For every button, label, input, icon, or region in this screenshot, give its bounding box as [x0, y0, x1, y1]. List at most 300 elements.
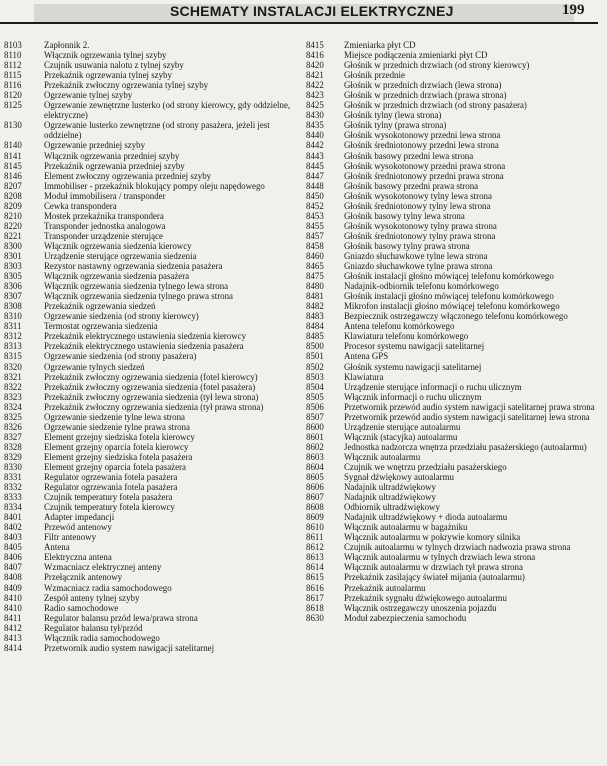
component-code: 8313 [4, 341, 22, 352]
legend-entry [306, 291, 600, 301]
component-description: Przełącznik antenowy [44, 572, 123, 583]
legend-entry [306, 130, 600, 140]
component-code: 8207 [4, 180, 22, 191]
component-description: Włącznik ogrzewania siedzenia tylnego lewa strona [44, 281, 229, 292]
component-code: 8447 [306, 170, 324, 181]
legend-entry [306, 362, 600, 372]
legend-entry [4, 291, 300, 301]
component-description: Włącznik ogrzewania siedzenia kierowcy [44, 240, 192, 251]
component-code: 8507 [306, 411, 324, 422]
component-description: Włącznik ogrzewania siedzenia pasażera [44, 271, 190, 282]
component-description: Przekaźnik zwłoczny ogrzewania tylnej szyby [44, 80, 209, 91]
component-code: 8422 [306, 80, 324, 91]
component-code: 8453 [306, 210, 324, 221]
page-header [0, 0, 607, 22]
component-code: 8323 [4, 391, 22, 402]
legend-entry [306, 482, 600, 492]
component-code: 8608 [306, 502, 324, 513]
component-description: Regulator balansu tył/przód [44, 622, 143, 633]
component-code: 8410 [4, 602, 22, 613]
component-code: 8457 [306, 230, 324, 241]
component-code: 8415 [306, 40, 324, 50]
legend-entry [306, 552, 600, 562]
component-code: 8500 [306, 341, 324, 352]
legend-entry [4, 311, 300, 321]
header-rule [0, 22, 598, 24]
component-description: Włącznik (stacyjka) autoalarmu [344, 431, 458, 442]
component-description: Przekaźnik zwłoczny ogrzewania siedzenia (fotel kierowcy) [44, 371, 258, 382]
legend-entry [306, 241, 600, 251]
component-description: Włącznik ogrzewania siedzenia tylnego prawa strona [44, 291, 234, 302]
legend-entry [4, 532, 300, 542]
component-code: 8406 [4, 552, 22, 563]
component-code: 8450 [306, 190, 324, 201]
component-code: 8445 [306, 160, 324, 171]
legend-entry [306, 251, 600, 261]
legend-entry [4, 492, 300, 502]
component-code: 8301 [4, 250, 22, 261]
legend-entry [4, 341, 300, 351]
legend-entry [306, 392, 600, 402]
legend-entry [306, 90, 600, 100]
component-code: 8605 [306, 472, 324, 483]
component-code: 8209 [4, 200, 22, 211]
legend-entry [306, 261, 600, 271]
component-code: 8416 [306, 50, 324, 61]
component-code: 8481 [306, 291, 324, 302]
component-code: 8616 [306, 582, 324, 593]
component-description: Głośnik instalacji głośno mówiącej telefonu komórkowego [344, 271, 554, 282]
legend-entry [306, 603, 600, 613]
legend-entry [306, 422, 600, 432]
legend-entry [306, 110, 600, 120]
component-code: 8411 [4, 612, 22, 623]
component-code: 8220 [4, 220, 22, 231]
component-description: Ogrzewanie lusterko zewnętrzne (od strony pasażera, jeżeli jest oddzielne) [44, 120, 270, 141]
component-description: Włącznik radia samochodowego [44, 632, 160, 643]
legend-entry [306, 171, 600, 181]
component-description: Zespół anteny tylnej szyby [44, 592, 140, 603]
component-code: 8331 [4, 472, 22, 483]
legend-entry [4, 351, 300, 361]
legend-entry [306, 351, 600, 361]
component-description: Antena telefonu komórkowego [344, 321, 455, 332]
component-description: Cewka transpondera [44, 200, 117, 211]
legend-entry [4, 40, 300, 50]
component-description: Moduł zabezpieczenia samochodu [344, 612, 467, 623]
legend-entry [4, 412, 300, 422]
legend-entry [306, 211, 600, 221]
component-description: Gniazdo słuchawkowe tylne prawa strona [344, 261, 493, 272]
component-code: 8115 [4, 70, 22, 81]
component-code: 8502 [306, 361, 324, 372]
legend-entry [4, 502, 300, 512]
legend-entry [306, 472, 600, 482]
component-description: Ogrzewanie siedzenia (od strony kierowcy) [44, 311, 199, 322]
component-description: Procesor systemu nawigacji satelitarnej [344, 341, 485, 352]
component-code: 8610 [306, 522, 324, 533]
component-description: Głośnik wysokotonowy przedni lewa strona [344, 130, 501, 141]
page-number: 199 [562, 2, 585, 18]
legend-entry [4, 331, 300, 341]
legend-entry [306, 321, 600, 331]
component-description: Termostat ogrzewania siedzenia [44, 321, 158, 332]
component-code: 8330 [4, 461, 22, 472]
component-description: Immobiliser - przekaźnik blokujący pompy oleju napędowego [44, 180, 265, 191]
component-description: Przekaźnik zwłoczny ogrzewania siedzenia (fotel pasażera) [44, 381, 256, 392]
legend-entry [4, 181, 300, 191]
component-code: 8452 [306, 200, 324, 211]
component-code: 8630 [306, 612, 324, 623]
legend-entry [4, 462, 300, 472]
component-description: Głośnik systemu nawigacji satelitarnej [344, 361, 482, 372]
component-description: Adapter impedancji [44, 512, 115, 523]
component-code: 8221 [4, 230, 22, 241]
component-description: Przewód antenowy [44, 522, 112, 533]
component-description: Przekaźnik ogrzewania tylnej szyby [44, 70, 172, 81]
legend-entry [4, 362, 300, 372]
component-code: 8300 [4, 240, 22, 251]
component-description: Przetwornik przewód audio system nawigacji satelitarnej prawa strona [344, 401, 595, 412]
component-code: 8421 [306, 70, 324, 81]
legend-entry [306, 402, 600, 412]
component-code: 8506 [306, 401, 324, 412]
component-code: 8311 [4, 321, 22, 332]
component-code: 8329 [4, 451, 22, 462]
component-code: 8505 [306, 391, 324, 402]
legend-entry [306, 161, 600, 171]
component-description: Miejsce podłączenia zmieniarki płyt CD [344, 50, 488, 61]
legend-entry [306, 201, 600, 211]
component-code: 8480 [306, 281, 324, 292]
component-code: 8602 [306, 441, 324, 452]
legend-entry [4, 50, 300, 60]
component-code: 8420 [306, 60, 324, 71]
legend-entry [4, 572, 300, 582]
legend-entry [306, 442, 600, 452]
legend-entry [306, 462, 600, 472]
component-code: 8307 [4, 291, 22, 302]
component-code: 8130 [4, 120, 22, 131]
component-code: 8617 [306, 592, 324, 603]
component-description: Regulator ogrzewania fotela pasażera [44, 482, 178, 493]
component-description: Czujnik temperatury fotela kierowcy [44, 502, 175, 513]
component-description: Przekaźnik zwłoczny ogrzewania siedzenia (tył prawa strona) [44, 401, 264, 412]
component-code: 8614 [306, 562, 324, 573]
legend-entry [306, 140, 600, 150]
legend-entry [306, 532, 600, 542]
component-code: 8440 [306, 130, 324, 141]
component-code: 8403 [4, 532, 22, 543]
legend-entry [306, 120, 600, 130]
legend-entry [306, 281, 600, 291]
component-description: Głośnik basowy tylny lewa strona [344, 210, 465, 221]
component-code: 8208 [4, 190, 22, 201]
component-description: Wzmacniacz radia samochodowego [44, 582, 172, 593]
legend-entry [4, 201, 300, 211]
component-description: Głośnik przednie [344, 70, 405, 81]
component-code: 8146 [4, 170, 22, 181]
component-description: Mostek przekaźnika transpondera [44, 210, 164, 221]
legend-entry [306, 593, 600, 603]
left-column [4, 40, 300, 653]
component-code: 8611 [306, 532, 324, 543]
component-code: 8407 [4, 562, 22, 573]
component-code: 8306 [4, 281, 22, 292]
component-code: 8448 [306, 180, 324, 191]
component-description: Ogrzewanie tylnej szyby [44, 90, 133, 101]
legend-entry [4, 271, 300, 281]
component-code: 8110 [4, 50, 22, 61]
component-code: 8601 [306, 431, 324, 442]
component-description: Antena [44, 542, 70, 553]
component-code: 8327 [4, 431, 22, 442]
component-description: Czujnik autoalarmu w tylnych drzwiach nadwozia prawa strona [344, 542, 571, 553]
legend-entry [4, 221, 300, 231]
component-description: Czujnik we wnętrzu przedziału pasażerskiego [344, 461, 507, 472]
legend-entry [4, 100, 300, 120]
component-description: Regulator ogrzewania fotela pasażera [44, 472, 178, 483]
component-description: Głośnik w przednich drzwiach (od strony pasażera) [344, 100, 527, 111]
legend-entry [306, 502, 600, 512]
legend-entry [306, 331, 600, 341]
component-description: Głośnik wysokotonowy tylny prawa strona [344, 220, 497, 231]
component-code: 8475 [306, 271, 324, 282]
component-code: 8116 [4, 80, 22, 91]
component-code: 8141 [4, 150, 22, 161]
component-code: 8607 [306, 492, 324, 503]
legend-entry [4, 542, 300, 552]
component-description: Głośnik wysokotonowy przedni prawa strona [344, 160, 506, 171]
component-code: 8308 [4, 301, 22, 312]
legend-entry [4, 60, 300, 70]
component-description: Głośnik basowy przedni prawa strona [344, 180, 479, 191]
component-code: 8412 [4, 622, 22, 633]
component-code: 8443 [306, 150, 324, 161]
legend-entry [306, 301, 600, 311]
component-description: Ogrzewanie tylnych siedzeń [44, 361, 145, 372]
component-code: 8414 [4, 642, 22, 653]
component-code: 8210 [4, 210, 22, 221]
legend-entry [4, 191, 300, 201]
component-code: 8613 [306, 552, 324, 563]
legend-entry [4, 70, 300, 80]
component-code: 8303 [4, 261, 22, 272]
component-description: Włącznik informacji o ruchu ulicznym [344, 391, 482, 402]
component-code: 8112 [4, 60, 22, 71]
legend-entry [306, 80, 600, 90]
legend-entry [4, 623, 300, 633]
component-code: 8125 [4, 100, 22, 111]
legend-entry [4, 151, 300, 161]
legend-entry [4, 603, 300, 613]
component-code: 8425 [306, 100, 324, 111]
component-description: Głośnik tylny (prawa strona) [344, 120, 447, 131]
legend-entry [306, 452, 600, 462]
component-description: Elektryczna antena [44, 552, 112, 563]
legend-entry [4, 472, 300, 482]
component-description: Moduł immobilisera / transponder [44, 190, 166, 201]
component-description: Włącznik autoalarmu w bagażniku [344, 522, 468, 533]
legend-entry [306, 151, 600, 161]
component-description: Przekaźnik autoalarmu [344, 582, 426, 593]
component-description: Głośnik średniotonowy tylny lewa strona [344, 200, 491, 211]
component-code: 8310 [4, 311, 22, 322]
component-code: 8120 [4, 90, 22, 101]
legend-entry [4, 643, 300, 653]
component-description: Zapłonnik 2. [44, 40, 90, 50]
component-description: Rezystor nastawny ogrzewania siedzenia pasażera [44, 261, 223, 272]
component-description: Antena GPS [344, 351, 389, 362]
component-description: Czujnik usuwania nalotu z tylnej szyby [44, 60, 184, 71]
legend-entry [4, 402, 300, 412]
component-code: 8321 [4, 371, 22, 382]
component-description: Ogrzewanie zewnętrzne lusterko (od strony kierowcy, gdy oddzielne, elektryczne) [44, 100, 291, 121]
component-code: 8410 [4, 592, 22, 603]
legend-entry [306, 372, 600, 382]
component-description: Transponder urządzenie sterujące [44, 230, 163, 241]
component-description: Radio samochodowe [44, 602, 119, 613]
component-description: Przekaźnik ogrzewania przedniej szyby [44, 160, 185, 171]
component-description: Sygnał dźwiękowy autoalarmu [344, 472, 454, 483]
legend-entry [4, 613, 300, 623]
component-description: Przekaźnik zwłoczny ogrzewania siedzenia (tył lewa strona) [44, 391, 259, 402]
component-description: Przekaźnik elektrycznego ustawienia siedzenia pasażera [44, 341, 244, 352]
component-description: Element grzejny oparcia fotela kierowcy [44, 441, 189, 452]
legend-entry [4, 593, 300, 603]
component-description: Transponder jednostka analogowa [44, 220, 166, 231]
legend-entry [4, 392, 300, 402]
legend-entry [306, 382, 600, 392]
component-description: Element zwłoczny ogrzewania przedniej szyby [44, 170, 212, 181]
component-description: Bezpiecznik ostrzegawczy włączonego telefonu komórkowego [344, 311, 568, 322]
component-description: Głośnik wysokotonowy tylny lewa strona [344, 190, 492, 201]
legend-entry [4, 231, 300, 241]
component-code: 8482 [306, 301, 324, 312]
legend-entry [4, 301, 300, 311]
component-code: 8615 [306, 572, 324, 583]
component-description: Klawiatura telefonu komórkowego [344, 331, 469, 342]
legend-entry [4, 382, 300, 392]
component-description: Przekaźnik zasilający świateł mijania (autoalarmu) [344, 572, 525, 583]
component-description: Włącznik autoalarmu [344, 451, 421, 462]
component-description: Przekaźnik ogrzewania siedzeń [44, 301, 156, 312]
legend-entry [4, 432, 300, 442]
component-code: 8455 [306, 220, 324, 231]
component-description: Nadajnik ultradźwiękowy [344, 492, 436, 503]
legend-entry [4, 512, 300, 522]
component-code: 8485 [306, 331, 324, 342]
component-description: Element grzejny oparcia fotela pasażera [44, 461, 186, 472]
legend-entry [4, 171, 300, 181]
component-description: Regulator balansu przód lewa/prawa strona [44, 612, 198, 623]
legend-entry [306, 512, 600, 522]
component-code: 8408 [4, 572, 22, 583]
legend-entry [4, 562, 300, 572]
legend-entry [4, 633, 300, 643]
component-code: 8430 [306, 110, 324, 121]
component-description: Jednostka nadzorcza wnętrza przedziału pasażerskiego (autoalarmu) [344, 441, 587, 452]
legend-entry [306, 40, 600, 50]
component-description: Element grzejny siedziska fotela kierowcy [44, 431, 195, 442]
component-description: Głośnik tylny (lewa strona) [344, 110, 442, 121]
component-description: Włącznik ogrzewania przedniej szyby [44, 150, 180, 161]
legend-entry [4, 211, 300, 221]
component-description: Przetwornik przewód audio system nawigacji satelitarnej lewa strona [344, 411, 590, 422]
component-code: 8322 [4, 381, 22, 392]
component-description: Włącznik ogrzewania tylnej szyby [44, 50, 167, 61]
component-code: 8334 [4, 502, 22, 513]
component-code: 8484 [306, 321, 324, 332]
component-description: Urządzenie sterujące autoalarmu [344, 421, 461, 432]
legend-entry [306, 583, 600, 593]
component-code: 8305 [4, 271, 22, 282]
component-description: Nadajnik ultradźwiękowy [344, 482, 436, 493]
legend-entry [306, 412, 600, 422]
component-code: 8604 [306, 461, 324, 472]
legend-entry [4, 261, 300, 271]
legend-entry [4, 372, 300, 382]
component-code: 8612 [306, 542, 324, 553]
component-code: 8442 [306, 140, 324, 151]
component-description: Głośnik średniotonowy przedni prawa strona [344, 170, 504, 181]
component-description: Włącznik autoalarmu w pokrywie komory silnika [344, 532, 521, 543]
legend-entry [4, 422, 300, 432]
legend-entry [4, 321, 300, 331]
legend-entry [306, 492, 600, 502]
component-description: Głośnik średniotonowy tylny prawa strona [344, 230, 496, 241]
component-description: Włącznik autoalarmu w drzwiach tył prawa strona [344, 562, 523, 573]
component-code: 8312 [4, 331, 22, 342]
legend-entry [4, 522, 300, 532]
component-code: 8333 [4, 492, 22, 503]
component-code: 8435 [306, 120, 324, 131]
component-description: Przetwornik audio system nawigacji satelitarnej [44, 642, 215, 653]
legend-entry [4, 442, 300, 452]
component-description: Filtr antenowy [44, 532, 97, 543]
component-code: 8324 [4, 401, 22, 412]
legend-entry [306, 613, 600, 623]
legend-entry [4, 90, 300, 100]
component-description: Głośnik w przednich drzwiach (lewa strona) [344, 80, 502, 91]
component-description: Wzmacniacz elektrycznej anteny [44, 562, 162, 573]
legend-entry [306, 562, 600, 572]
legend-entry [4, 482, 300, 492]
legend-entry [306, 60, 600, 70]
component-description: Klawiatura [344, 371, 384, 382]
legend-entry [306, 271, 600, 281]
legend-entry [306, 181, 600, 191]
component-code: 8328 [4, 441, 22, 452]
component-description: Głośnik basowy przedni lewa strona [344, 150, 474, 161]
component-description: Głośnik średniotonowy przedni lewa strona [344, 140, 499, 151]
legend-entry [306, 191, 600, 201]
legend-entry [306, 522, 600, 532]
component-description: Głośnik basowy tylny prawa strona [344, 240, 470, 251]
legend-entry [306, 100, 600, 110]
legend-entry [306, 542, 600, 552]
component-code: 8103 [4, 40, 22, 50]
component-code: 8315 [4, 351, 22, 362]
component-code: 8460 [306, 250, 324, 261]
component-code: 8465 [306, 261, 324, 272]
component-description: Głośnik w przednich drzwiach (od strony kierowcy) [344, 60, 530, 71]
component-code: 8145 [4, 160, 22, 171]
component-description: Czujnik temperatury fotela pasażera [44, 492, 173, 503]
page-title: SCHEMATY INSTALACJI ELEKTRYCZNEJ [170, 3, 454, 19]
legend-entry [306, 572, 600, 582]
component-code: 8325 [4, 411, 22, 422]
